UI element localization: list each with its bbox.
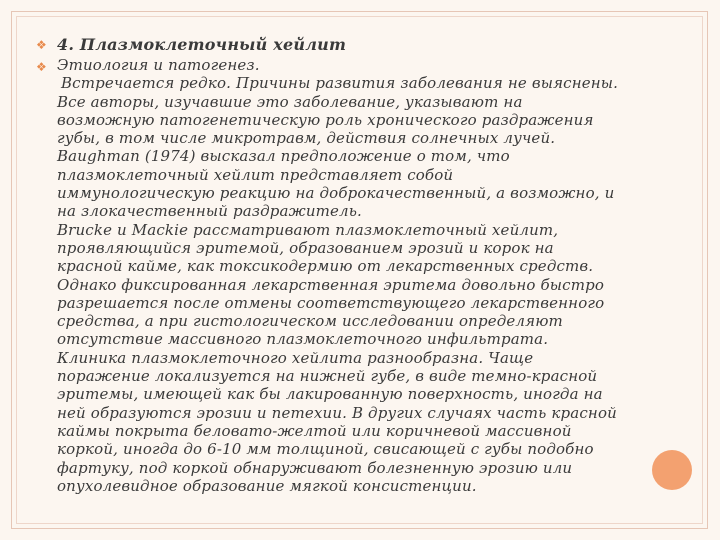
body-line: коркой, иногда до 6-10 мм толщиной, свисающей с губы подобно xyxy=(57,440,594,459)
bullet-icon: ❖ xyxy=(36,60,47,74)
bullet-icon: ❖ xyxy=(36,38,47,52)
body-line: отсутствие массивного плазмоклеточного инфильтрата. xyxy=(57,330,549,349)
subtitle-line: Этиология и патогенез. xyxy=(57,56,260,74)
body-line: Brucke и Mackie рассматривают плазмоклеточный хейлит, xyxy=(57,220,559,239)
decorative-circle xyxy=(652,450,692,490)
body-line: каймы покрыта беловато-желтой или коричневой массивной xyxy=(57,421,572,440)
body-line: на злокачественный раздражитель. xyxy=(57,202,362,221)
body-line: фартуку, под коркой обнаруживают болезненную эрозию или xyxy=(57,458,573,477)
body-line: поражение локализуется на нижней губе, в виде темно-красной xyxy=(57,367,598,386)
slide-title: 4. Плазмоклеточный хейлит xyxy=(57,35,347,54)
body-line: губы, в том числе микротравм, действия солнечных лучей. xyxy=(57,129,556,148)
body-line: ней образуются эрозии и петехии. В других случаях часть красной xyxy=(57,403,617,422)
body-line: средства, а при гистологическом исследовании определяют xyxy=(57,312,563,331)
body-line: эритемы, имеющей как бы лакированную поверхность, иногда на xyxy=(57,385,603,404)
body-line: опухолевидное образование мягкой консистенции. xyxy=(57,476,477,495)
body-line: возможную патогенетическую роль хронического раздражения xyxy=(57,110,594,129)
body-line: Все авторы, изучавшие это заболевание, указывают на xyxy=(57,92,523,111)
body-line: разрешается после отмены соответствующего лекарственного xyxy=(57,293,605,312)
body-line: красной кайме, как токсикодермию от лекарственных средств. xyxy=(57,257,594,276)
body-line: Встречается редко. Причины развития заболевания не выяснены. xyxy=(61,74,619,93)
body-line: Baughman (1974) высказал предположение о том, что xyxy=(57,147,510,166)
slide-body xyxy=(57,56,697,495)
body-line: иммунологическую реакцию на доброкачественный, а возможно, и xyxy=(57,184,615,203)
body-line: плазмоклеточный хейлит представляет собой xyxy=(57,165,454,184)
body-line: Клиника плазмоклеточного хейлита разнообразна. Чаще xyxy=(57,348,534,367)
body-line: Однако фиксированная лекарственная эритема довольно быстро xyxy=(57,275,605,294)
body-line: проявляющийся эритемой, образованием эрозий и корок на xyxy=(57,238,554,257)
